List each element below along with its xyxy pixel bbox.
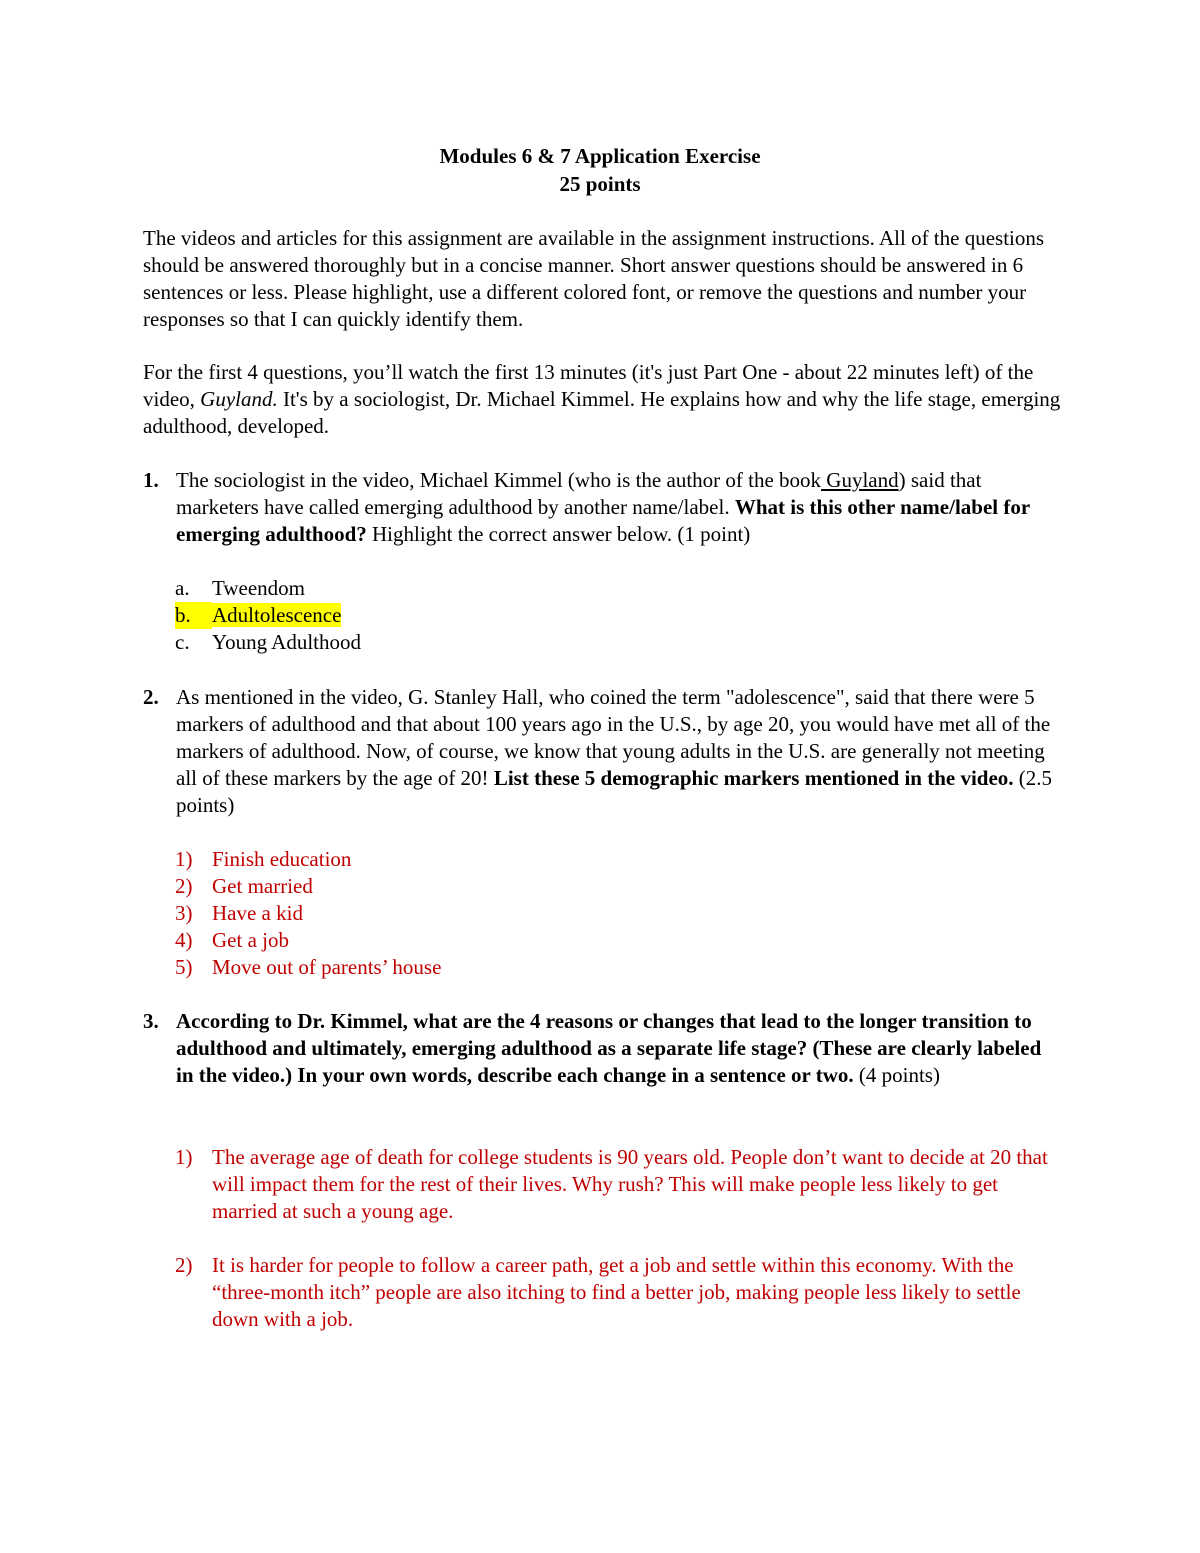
q2-text-b: (2.5 points) xyxy=(176,766,1053,817)
item-marker: 3) xyxy=(175,901,193,925)
item-marker: 1) xyxy=(175,847,193,871)
option-b-highlighted xyxy=(175,602,361,629)
answer-q3-1 xyxy=(175,1144,1065,1225)
question-text xyxy=(176,684,1063,819)
list-item xyxy=(175,954,441,981)
list-item xyxy=(175,846,441,873)
book-title: Guyland xyxy=(821,468,899,492)
item-label: Finish education xyxy=(212,847,352,871)
option-a xyxy=(175,575,361,602)
option-label: Tweendom xyxy=(212,576,306,600)
title-block xyxy=(0,142,1200,198)
document-title: Modules 6 & 7 Application Exercise xyxy=(439,144,761,168)
list-item xyxy=(175,900,441,927)
list-item xyxy=(175,873,441,900)
q3-text-b: (4 points) xyxy=(853,1063,940,1087)
q1-bold-prompt: What is this other name/label for emerging adulthood? xyxy=(176,495,1030,546)
question-number: 2. xyxy=(143,685,159,709)
answer-options xyxy=(175,575,361,656)
q2-text-a: As mentioned in the video, G. Stanley Hall, who coined the term "adolescence", said that there were 5 markers of adulthood and that about 100 years ago in the U.S., by age 20, you would have met all of the markers of adulthood. Now, of course, we know that young adults in the U.S. are generally not meeting all of these markers by the age of 20! xyxy=(176,685,1051,790)
option-label: Adultolescence xyxy=(212,603,342,627)
item-label: The average age of death for college students is 90 years old. People don’t want to decide at 20 that will impact them for the rest of their lives. Why rush? This will make people less likely to get married at such a young age. xyxy=(212,1145,1048,1223)
q1-text-a: The sociologist in the video, Michael Kimmel (who is the author of the book xyxy=(176,468,822,492)
question-text xyxy=(176,1008,1063,1089)
intro-paragraph-2 xyxy=(143,359,1073,440)
item-marker: 4) xyxy=(175,928,193,952)
item-label: Move out of parents’ house xyxy=(212,955,442,979)
document-points: 25 points xyxy=(559,172,641,196)
item-label: It is harder for people to follow a career path, get a job and settle within this economy. With the “three-month itch” people are also itching to find a better job, making people less likely to settle down with a job. xyxy=(212,1253,1021,1331)
option-marker: b. xyxy=(175,602,212,629)
option-marker: c. xyxy=(175,630,190,654)
intro-paragraph-1: The videos and articles for this assignment are available in the assignment instructions. All of the questions should be answered thoroughly but in a concise manner. Short answer questions should be answered in 6 sentences or less. Please highlight, use a different colored font, or remove the questions and number your responses so that I can quickly identify them. xyxy=(143,226,1045,331)
item-marker: 5) xyxy=(175,955,193,979)
item-label: Have a kid xyxy=(212,901,303,925)
item-marker: 2) xyxy=(175,1253,193,1277)
question-number: 3. xyxy=(143,1009,159,1033)
item-marker: 1) xyxy=(175,1145,193,1169)
q1-text-c: Highlight the correct answer below. (1 point) xyxy=(366,522,751,546)
item-label: Get a job xyxy=(212,928,289,952)
q2-bold-prompt: List these 5 demographic markers mentioned in the video. xyxy=(493,766,1014,790)
question-text xyxy=(176,467,1063,548)
question-2 xyxy=(143,684,1063,819)
intro-p2-text-a: For the first 4 questions, you’ll watch the first 13 minutes (it's just Part One - about 22 minutes left) of the video, xyxy=(143,360,1034,411)
question-3 xyxy=(143,1008,1063,1089)
answer-q3-2 xyxy=(175,1252,1065,1333)
option-c xyxy=(175,629,361,656)
question-1 xyxy=(143,467,1063,548)
q1-text-b: ) said that marketers have called emerging adulthood by another name/label. xyxy=(176,468,982,519)
list-item xyxy=(175,927,441,954)
question-number: 1. xyxy=(143,468,159,492)
item-marker: 2) xyxy=(175,874,193,898)
intro-p2-text-b: It's by a sociologist, Dr. Michael Kimmel. He explains how and why the life stage, emerging adulthood, developed. xyxy=(143,387,1061,438)
item-label: Get married xyxy=(212,874,313,898)
answer-list-q2 xyxy=(175,846,441,981)
q3-bold-prompt: According to Dr. Kimmel, what are the 4 reasons or changes that lead to the longer transition to adulthood and ultimately, emerging adulthood as a separate life stage? (These are clearly labeled in the video.) In your own words, describe each change in a sentence or two. xyxy=(176,1009,1042,1087)
option-marker: a. xyxy=(175,576,190,600)
option-label: Young Adulthood xyxy=(212,630,361,654)
video-title: Guyland. xyxy=(200,387,278,411)
